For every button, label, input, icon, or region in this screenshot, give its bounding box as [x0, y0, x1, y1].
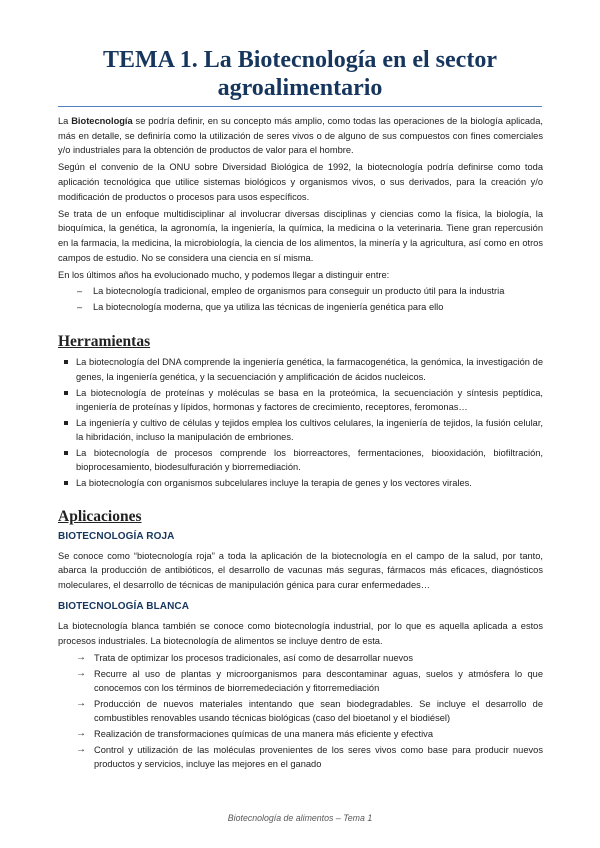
intro-p1-pre: La: [58, 116, 72, 126]
list-item: La biotecnología de procesos comprende los biorreactores, fermentaciones, biooxidación, biofiltración, bioprocesamiento, biodesulfuración y biorremediación.: [58, 446, 543, 475]
document-title: TEMA 1. La Biotecnología en el sector agroalimentario: [103, 47, 497, 101]
intro-paragraph-2: Según el convenio de la ONU sobre Diversidad Biológica de 1992, la biotecnología podría definirse como toda aplicación tecnológica que utilice sistemas biológicos y organismos vivos, o sus derivados, para la creación y/o modificación de productos o procesos para usos específicos.: [58, 162, 543, 202]
list-item: → Realización de transformaciones químicas de una manera más eficiente y efectiva: [76, 727, 433, 739]
list-item: La biotecnología con organismos subcelulares incluye la terapia de genes y los vectores virales.: [58, 476, 543, 491]
biotech-types-list: [58, 284, 543, 315]
intro-p1-bold-term: Biotecnología: [71, 116, 133, 126]
roja-paragraph: Se conoce como “biotecnología roja” a toda la aplicación de la biotecnología en el campo de la salud, por tanto, abarca la producción de antibióticos, el desarrollo de vacunas más seguras, fármacos más eficaces, diagnósticos moleculares, el desarrollo de técnicas de manipulación génica para curar enfermedades…: [58, 550, 543, 590]
dash-bullet-icon: –: [77, 286, 83, 297]
section-heading-herramientas: Herramientas: [58, 333, 151, 351]
list-item: → Control y utilización de las moléculas provenientes de los seres vivos como base para producir nuevos productos y servicios, incluye las mejores en el ganado: [76, 743, 543, 769]
section-heading-aplicaciones: Aplicaciones: [58, 507, 142, 525]
arrow-right-icon: →: [76, 697, 86, 709]
list-item: → Recurre al uso de plantas y microorganismos para descontaminar aguas, suelos y atmósfera lo que conocemos con los términos de biorremedeciación y fitorremediación: [76, 667, 543, 693]
list-item: La ingeniería y cultivo de células y tejidos emplea los cultivos celulares, la ingeniería de tejidos, la fusión celular, la hibridación, incluso la manipulación de embriones.: [58, 416, 543, 445]
arrow-right-icon: →: [76, 667, 86, 679]
list-item: → Producción de nuevos materiales intentando que sean biodegradables. Se incluye el desarrollo de combustibles renovables usando técnicas biológicas (caso del bioetanol y el biodiésel): [76, 697, 543, 723]
title-underline: [58, 106, 542, 107]
intro-paragraph-3: Se trata de un enfoque multidisciplinar al involucrar diversas disciplinas y ciencias como la física, la biología, la bioquímica, la genética, la agronomía, la ingeniería, la química, la medicina o la veterinaria. Tiene gran repercusión en la farmacia, la medicina, la microbiología, la ciencia de los alimentos, la minería y la agricultura, así como en otros campos de estudio. No se considera una ciencia en sí misma.: [58, 208, 543, 263]
herramientas-list: [58, 355, 543, 490]
square-bullet-icon: [64, 360, 68, 364]
square-bullet-icon: [64, 391, 68, 395]
square-bullet-icon: [64, 451, 68, 455]
document-body: [58, 114, 543, 773]
dash-bullet-icon: –: [77, 302, 83, 313]
subheading-biotecnologia-roja: BIOTECNOLOGÍA ROJA: [58, 530, 175, 542]
page-footer: Biotecnología de alimentos – Tema 1: [227, 813, 373, 823]
list-item: La biotecnología del DNA comprende la ingeniería genética, la farmacogenética, la genómica, la investigación de genes, la ingeniería genética, y la secuenciación y amplificación de ácidos nucleicos.: [58, 355, 543, 384]
list-item: La biotecnología de proteínas y moléculas se basa en la proteómica, la secuenciación y síntesis peptídica, ingeniería de proteínas y lípidos, hormonas y factores de crecimiento, receptores, feromonas…: [58, 386, 543, 415]
list-item: – La biotecnología tradicional, empleo de organismos para conseguir un producto útil para la industria: [58, 284, 543, 299]
blanca-list: [58, 651, 543, 771]
square-bullet-icon: [64, 481, 68, 485]
arrow-right-icon: →: [76, 727, 86, 739]
intro-p1-rest: se podría definir, en su concepto más amplio, como todas las operaciones de la biología aplicada, más en detalle, se definiría como la utilización de seres vivos o de alguno de sus compuestos con fines comerciales y/o industriales para la obtención de productos de valor para el hombre.: [58, 116, 543, 156]
subheading-biotecnologia-blanca: BIOTECNOLOGÍA BLANCA: [58, 601, 190, 613]
list-item: → Trata de optimizar los procesos tradicionales, así como de desarrollar nuevos: [76, 651, 413, 663]
arrow-right-icon: →: [76, 651, 86, 663]
square-bullet-icon: [64, 421, 68, 425]
arrow-right-icon: →: [76, 743, 86, 755]
intro-paragraph-4: En los últimos años ha evolucionado mucho, y podemos llegar a distinguir entre:: [58, 269, 390, 280]
blanca-paragraph: La biotecnología blanca también se conoce como biotecnología industrial, por lo que es aquella aplicada a estos procesos industriales. La biotecnología de alimentos se incluye dentro de esta.: [58, 621, 543, 647]
list-item: – La biotecnología moderna, que ya utiliza las técnicas de ingeniería genética para ello: [58, 300, 543, 315]
intro-paragraph-1: [58, 114, 543, 158]
